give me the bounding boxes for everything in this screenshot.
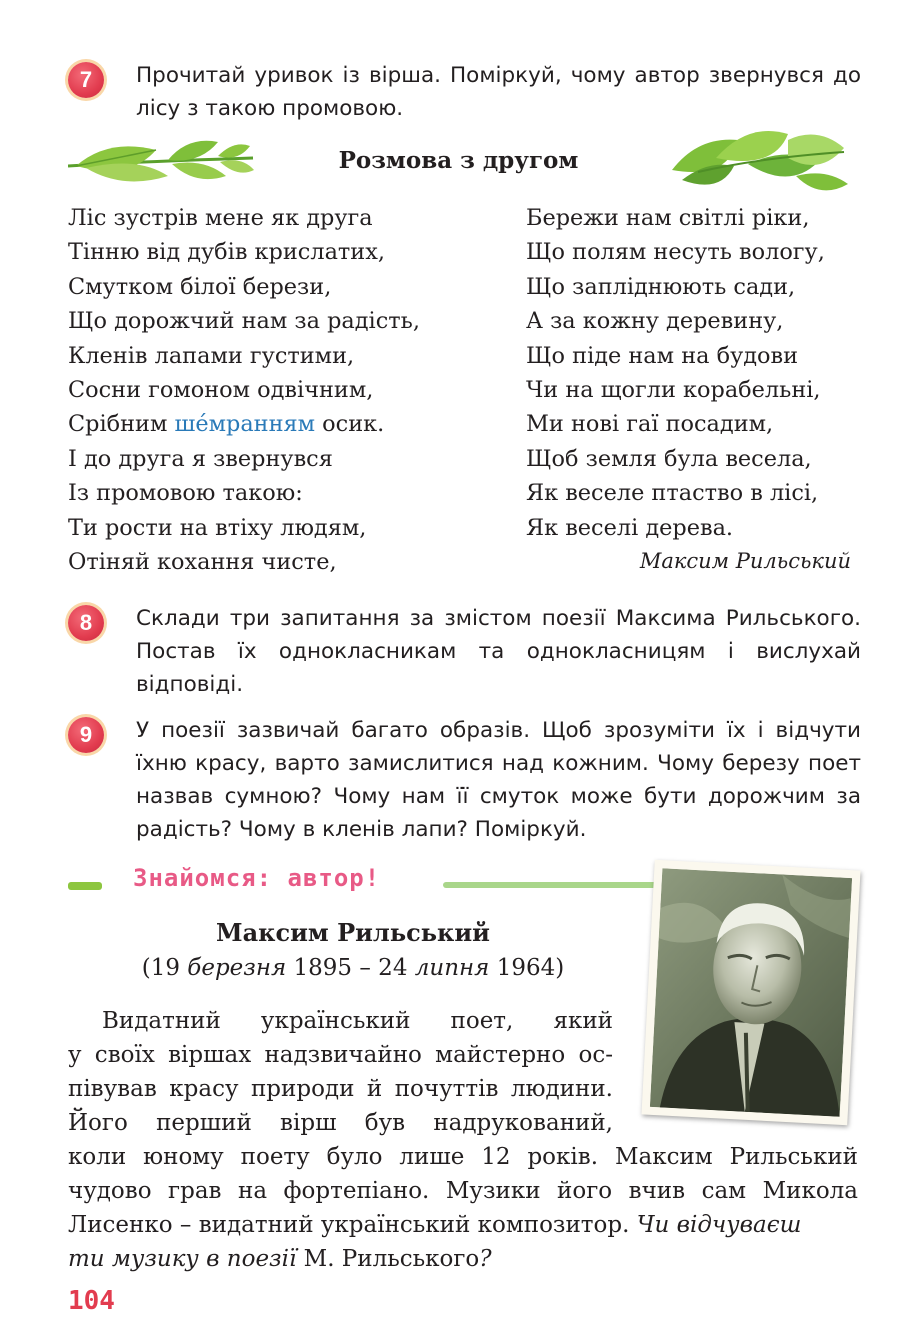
poem-line: Що дорожчий нам за радість, bbox=[68, 308, 420, 335]
leaves-right-icon bbox=[668, 118, 854, 198]
poem-line: Чи на щогли корабельні, bbox=[526, 377, 821, 404]
bio-line: півував красу природи й почуттів людини. bbox=[68, 1076, 613, 1102]
bio-line: коли юному поету було лише 12 років. Максим Рильський bbox=[68, 1144, 858, 1170]
poem-line: Щоб земля була весела, bbox=[526, 445, 812, 472]
poem-line: І до друга я звернувся bbox=[68, 445, 333, 472]
bio-line: Видатний український поет, який bbox=[102, 1008, 613, 1034]
bio-question: Чи відчуваєш bbox=[636, 1212, 802, 1238]
bio-line: у своїх віршах надзвичайно майстерно ос- bbox=[68, 1042, 613, 1068]
author-dates bbox=[68, 955, 638, 981]
poem-line: Що запліднюють сади, bbox=[526, 273, 796, 300]
task-number-badge: 9 bbox=[68, 717, 104, 753]
bio-question-name: М. Рильського bbox=[296, 1246, 480, 1272]
task-number-badge: 7 bbox=[68, 62, 104, 98]
task-number-badge: 8 bbox=[68, 605, 104, 641]
poem-line: Сосни гомоном одвічним, bbox=[68, 377, 374, 404]
dates-text: 1964) bbox=[489, 955, 565, 981]
poem-text: осик. bbox=[315, 411, 385, 438]
bio-line bbox=[68, 1208, 858, 1242]
poem-line: Ти рости на втіху людям, bbox=[68, 514, 367, 541]
task-9 bbox=[68, 717, 863, 857]
poem-text: Срібним bbox=[68, 411, 175, 438]
bio-question: ти музику в поезії bbox=[68, 1246, 297, 1272]
poem-line: Отіняй кохання чисте, bbox=[68, 549, 337, 576]
bio-line: чудово грав на фортепіано. Музики його вчив сам Микола bbox=[68, 1178, 858, 1204]
poem-line: Ліс зустрів мене як друга bbox=[68, 205, 373, 231]
poem-line: Кленів лапами густими, bbox=[68, 342, 355, 369]
poem-line: Смутком білої берези, bbox=[68, 273, 332, 300]
poem-author: Максим Рильський bbox=[639, 549, 851, 573]
bio-line: Його перший вірш був надрукований, bbox=[68, 1110, 613, 1136]
portrait-image bbox=[650, 868, 852, 1117]
poem-column-right bbox=[526, 201, 866, 545]
author-name: Максим Рильський bbox=[216, 918, 490, 947]
task-8 bbox=[68, 605, 863, 705]
poem-line: Що піде нам на будови bbox=[526, 342, 799, 369]
poem-column-left bbox=[68, 201, 508, 579]
dates-month: березня bbox=[187, 955, 287, 981]
task-text: Прочитай уривок із вірша. Поміркуй, чому автор звернувся до лісу з такою промовою. bbox=[136, 63, 861, 121]
poem-line: Бережи нам світлі ріки, bbox=[526, 205, 810, 231]
bio-text: Лисенко – видатний український композитор. bbox=[68, 1212, 637, 1238]
page-number: 104 bbox=[68, 1286, 115, 1316]
section-title: Знайомся: автор! bbox=[133, 864, 381, 892]
dates-text: (19 bbox=[141, 955, 188, 981]
poem-line: Як веселі дерева. bbox=[526, 514, 734, 541]
poem-line: Ми нові гаї посадим, bbox=[526, 411, 774, 438]
poem-line: Як веселе птаство в лісі, bbox=[526, 480, 819, 507]
poem-title: Розмова з другом bbox=[338, 147, 579, 174]
bio-line bbox=[68, 1242, 858, 1276]
dates-text: 1895 – 24 bbox=[286, 955, 415, 981]
divider-right bbox=[443, 882, 661, 888]
task-text: Склади три запитання за змістом поезії Максима Рильського. Постав їх однокласникам та однокласницям і вислухай відповіді. bbox=[136, 606, 861, 697]
author-portrait bbox=[641, 860, 860, 1125]
poem-line: Із промовою такою: bbox=[68, 480, 303, 507]
bio-question-end: ? bbox=[479, 1246, 492, 1272]
poem-line: Тінню від дубів крислатих, bbox=[68, 239, 385, 266]
poem-line: Що полям несуть вологу, bbox=[526, 239, 825, 266]
dates-month: липня bbox=[414, 955, 490, 981]
task-text: У поезії зазвичай багато образів. Щоб зрозуміти їх і відчути їхню красу, варто замислитися над кожним. Чому березу поет назвав сумною? Чому нам її смуток може бути дорожчим за радість? Чому в кленів лапи? Поміркуй. bbox=[136, 718, 861, 842]
poem-line: А за кожну деревину, bbox=[526, 308, 784, 335]
divider-left bbox=[68, 882, 102, 890]
highlighted-word: шéмранням bbox=[174, 411, 316, 438]
poem-line bbox=[68, 407, 508, 441]
